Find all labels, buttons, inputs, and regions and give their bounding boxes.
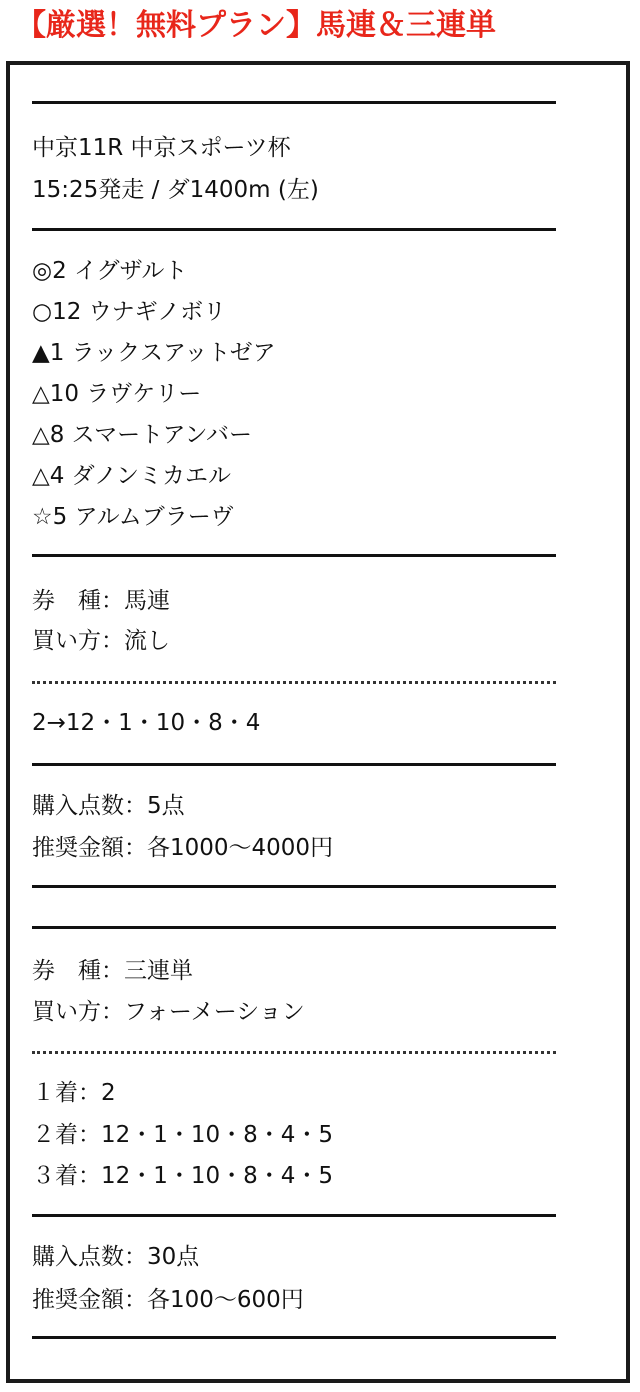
bet2-second: ２着：12・1・10・8・4・5	[32, 1122, 334, 1148]
pick-item: ○12 ウナギノボリ	[32, 299, 227, 325]
pick-item: ◎2 イグザルト	[32, 258, 188, 284]
pick-item: △10 ラヴケリー	[32, 381, 202, 407]
pick-item: ▲1 ラックスアットゼア	[32, 340, 276, 366]
bet1-combo: 2→12・1・10・8・4	[32, 710, 261, 736]
bet2-amount: 推奨金額：各100～600円	[32, 1287, 304, 1313]
separator-line	[32, 101, 556, 104]
separator-line	[32, 554, 556, 557]
bet1-method: 買い方：流し	[32, 628, 170, 654]
dotted-separator	[32, 681, 556, 684]
dotted-separator	[32, 1051, 556, 1054]
pick-item: △8 スマートアンバー	[32, 422, 252, 448]
separator-line	[32, 1214, 556, 1217]
separator-line	[32, 763, 556, 766]
page-title: 【厳選！無料プラン】馬連＆三連単	[16, 8, 496, 43]
separator-line	[32, 1336, 556, 1339]
race-details: 15:25発走 / ダ1400m (左)	[32, 177, 319, 203]
race-name: 中京11R 中京スポーツ杯	[32, 135, 291, 161]
bet2-type: 券 種：三連単	[32, 958, 193, 984]
separator-line	[32, 885, 556, 888]
bet2-first: １着：2	[32, 1080, 116, 1106]
bet1-amount: 推奨金額：各1000～4000円	[32, 835, 334, 861]
bet2-third: ３着：12・1・10・8・4・5	[32, 1163, 334, 1189]
pick-item: △4 ダノンミカエル	[32, 463, 232, 489]
bet1-type: 券 種：馬連	[32, 588, 170, 614]
bet2-points: 購入点数：30点	[32, 1244, 200, 1270]
bet1-points: 購入点数：5点	[32, 793, 185, 819]
separator-line	[32, 926, 556, 929]
bet2-method: 買い方：フォーメーション	[32, 999, 305, 1025]
pick-item: ☆5 アルムブラーヴ	[32, 504, 234, 530]
separator-line	[32, 228, 556, 231]
